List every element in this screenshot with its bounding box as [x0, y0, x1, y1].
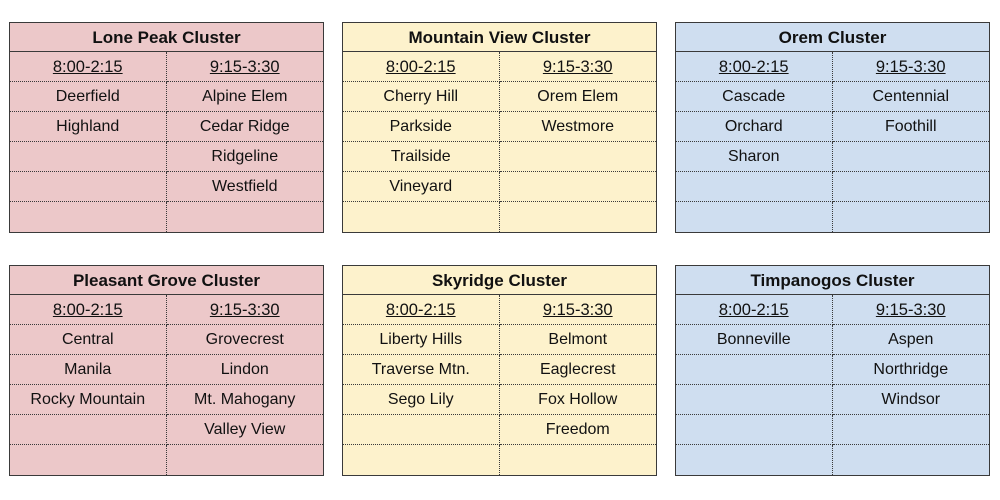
- school-cell-late: Centennial: [833, 82, 990, 112]
- school-cell-late: Northridge: [833, 355, 990, 385]
- school-cell-early: Central: [10, 325, 167, 355]
- school-cell-early: Highland: [10, 112, 167, 142]
- school-cell-early: [676, 202, 833, 232]
- cluster-schedule-grid: [343, 295, 656, 475]
- school-cell-late: Orem Elem: [500, 82, 657, 112]
- school-cell-late: Foothill: [833, 112, 990, 142]
- school-cell-late: Cedar Ridge: [167, 112, 324, 142]
- school-cell-late: Windsor: [833, 385, 990, 415]
- school-cell-late: Freedom: [500, 415, 657, 445]
- school-cell-late: Belmont: [500, 325, 657, 355]
- school-cell-late: [833, 202, 990, 232]
- school-cell-late: Aspen: [833, 325, 990, 355]
- school-cell-late: Eaglecrest: [500, 355, 657, 385]
- school-cell-early: Cascade: [676, 82, 833, 112]
- school-cell-late: [167, 445, 324, 475]
- school-cell-early: [676, 415, 833, 445]
- school-cell-late: [500, 172, 657, 202]
- school-cell-late: [167, 202, 324, 232]
- time-header-late: 9:15-3:30: [500, 295, 657, 325]
- cluster-table-pleasant-grove-cluster: [9, 265, 324, 476]
- school-cell-late: [500, 202, 657, 232]
- school-cell-early: Sharon: [676, 142, 833, 172]
- time-header-early: 8:00-2:15: [343, 295, 500, 325]
- school-cell-early: [343, 415, 500, 445]
- school-cell-late: Westmore: [500, 112, 657, 142]
- school-cell-late: Valley View: [167, 415, 324, 445]
- school-cell-early: [10, 415, 167, 445]
- school-cell-late: Westfield: [167, 172, 324, 202]
- time-header-early: 8:00-2:15: [10, 295, 167, 325]
- school-cell-late: Mt. Mahogany: [167, 385, 324, 415]
- school-cell-early: [10, 172, 167, 202]
- school-cell-early: Bonneville: [676, 325, 833, 355]
- school-cell-early: Traverse Mtn.: [343, 355, 500, 385]
- cluster-schedule-grid: [676, 52, 989, 232]
- school-cell-early: Parkside: [343, 112, 500, 142]
- cluster-title: Skyridge Cluster: [343, 266, 656, 295]
- school-cell-late: [833, 142, 990, 172]
- school-cell-late: [500, 445, 657, 475]
- time-header-early: 8:00-2:15: [676, 295, 833, 325]
- school-cell-late: Lindon: [167, 355, 324, 385]
- cluster-table-lone-peak-cluster: [9, 22, 324, 233]
- school-cell-early: Sego Lily: [343, 385, 500, 415]
- school-cell-early: [676, 385, 833, 415]
- school-cell-early: [343, 445, 500, 475]
- school-cell-late: Fox Hollow: [500, 385, 657, 415]
- school-cell-early: Rocky Mountain: [10, 385, 167, 415]
- cluster-table-mountain-view-cluster: [342, 22, 657, 233]
- school-cell-early: [676, 355, 833, 385]
- school-cell-early: Manila: [10, 355, 167, 385]
- school-cell-early: [676, 172, 833, 202]
- cluster-schedule-grid: [676, 295, 989, 475]
- school-cell-late: Alpine Elem: [167, 82, 324, 112]
- school-cell-late: [833, 415, 990, 445]
- cluster-table-timpanogos-cluster: [675, 265, 990, 476]
- time-header-late: 9:15-3:30: [833, 52, 990, 82]
- time-header-late: 9:15-3:30: [500, 52, 657, 82]
- school-cell-early: Orchard: [676, 112, 833, 142]
- school-cell-early: [676, 445, 833, 475]
- cluster-schedule-grid: [10, 295, 323, 475]
- school-cell-early: Liberty Hills: [343, 325, 500, 355]
- cluster-title: Orem Cluster: [676, 23, 989, 52]
- time-header-early: 8:00-2:15: [10, 52, 167, 82]
- cluster-schedule-grid: [10, 52, 323, 232]
- cluster-title: Mountain View Cluster: [343, 23, 656, 52]
- school-cell-late: [500, 142, 657, 172]
- school-cell-early: [343, 202, 500, 232]
- school-cell-early: Trailside: [343, 142, 500, 172]
- time-header-late: 9:15-3:30: [167, 295, 324, 325]
- school-cell-late: Grovecrest: [167, 325, 324, 355]
- school-cell-late: [833, 445, 990, 475]
- time-header-late: 9:15-3:30: [833, 295, 990, 325]
- time-header-early: 8:00-2:15: [676, 52, 833, 82]
- cluster-title: Timpanogos Cluster: [676, 266, 989, 295]
- cluster-title: Lone Peak Cluster: [10, 23, 323, 52]
- cluster-table-orem-cluster: [675, 22, 990, 233]
- school-cell-early: Vineyard: [343, 172, 500, 202]
- time-header-early: 8:00-2:15: [343, 52, 500, 82]
- school-cell-late: Ridgeline: [167, 142, 324, 172]
- school-cell-early: [10, 142, 167, 172]
- school-cell-late: [833, 172, 990, 202]
- time-header-late: 9:15-3:30: [167, 52, 324, 82]
- school-cell-early: [10, 202, 167, 232]
- school-cell-early: [10, 445, 167, 475]
- school-cell-early: Cherry Hill: [343, 82, 500, 112]
- school-cell-early: Deerfield: [10, 82, 167, 112]
- cluster-table-skyridge-cluster: [342, 265, 657, 476]
- cluster-schedule-grid: [343, 52, 656, 232]
- cluster-title: Pleasant Grove Cluster: [10, 266, 323, 295]
